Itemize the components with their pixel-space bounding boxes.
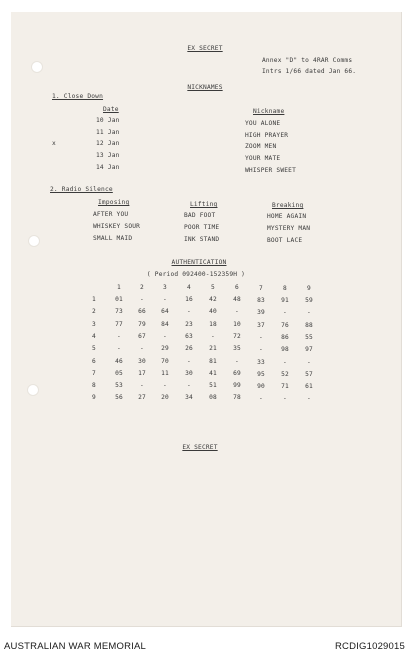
auth-cell: 95 — [257, 370, 265, 378]
auth-column-header: 7 — [259, 285, 263, 292]
close-down-nickname: WHISPER SWEET — [245, 167, 297, 174]
punch-hole-top — [31, 61, 43, 73]
auth-cell: 70 — [161, 357, 169, 365]
auth-cell: 61 — [305, 383, 313, 391]
auth-cell: 56 — [115, 394, 123, 402]
auth-cell: 71 — [281, 383, 289, 391]
auth-cell: 46 — [115, 357, 123, 365]
auth-cell: 35 — [233, 345, 241, 353]
auth-cell: 57 — [305, 370, 313, 378]
auth-cell: 23 — [185, 320, 193, 328]
auth-cell: 86 — [281, 333, 289, 341]
auth-cell: - — [117, 345, 121, 353]
date-header: Date — [103, 106, 119, 113]
auth-row-label: 5 — [92, 345, 96, 353]
punch-hole-bottom — [27, 384, 39, 396]
auth-column-header: 4 — [187, 284, 191, 291]
auth-cell: 78 — [233, 394, 241, 402]
auth-cell: - — [283, 358, 287, 366]
auth-cell: - — [307, 395, 311, 403]
imposing-item: SMALL MAID — [93, 235, 133, 242]
close-down-date: 14 Jan — [96, 164, 120, 171]
auth-cell: 11 — [161, 369, 169, 377]
auth-cell: 98 — [281, 346, 289, 354]
close-down-date: 13 Jan — [96, 152, 120, 159]
auth-cell: 05 — [115, 369, 123, 377]
margin-mark: x — [52, 140, 56, 147]
auth-column-header: 9 — [307, 285, 311, 292]
auth-cell: 26 — [185, 345, 193, 353]
lifting-item: BAD FOOT — [184, 212, 216, 219]
auth-row-label: 9 — [92, 394, 96, 402]
auth-cell: - — [211, 332, 215, 340]
auth-cell: - — [283, 395, 287, 403]
auth-cell: 64 — [161, 308, 169, 316]
auth-row-label: 7 — [92, 369, 96, 377]
auth-cell: 69 — [233, 369, 241, 377]
auth-cell: 39 — [257, 309, 265, 317]
auth-column-header: 6 — [235, 284, 239, 291]
auth-column-header: 2 — [140, 284, 144, 291]
auth-cell: 33 — [257, 358, 265, 366]
auth-cell: - — [140, 382, 144, 390]
auth-cell: - — [163, 296, 167, 303]
close-down-nickname: ZOOM MEN — [245, 143, 277, 150]
auth-cell: 77 — [115, 320, 123, 328]
auth-cell: 40 — [209, 308, 217, 316]
auth-cell: 30 — [185, 369, 193, 377]
auth-row-label: 2 — [92, 308, 96, 316]
radio-silence-title: 2. Radio Silence — [50, 186, 113, 193]
auth-column-header: 5 — [211, 284, 215, 291]
lifting-header: Lifting — [190, 201, 218, 208]
auth-cell: 01 — [115, 296, 123, 303]
close-down-date: 11 Jan — [96, 129, 120, 136]
auth-row-label: 4 — [92, 332, 96, 340]
punch-hole-middle — [28, 235, 40, 247]
nickname-header: Nickname — [253, 108, 285, 115]
auth-cell: 66 — [138, 308, 146, 316]
close-down-date: 10 Jan — [96, 117, 120, 124]
close-down-title: 1. Close Down — [52, 93, 104, 100]
auth-cell: 83 — [257, 297, 265, 304]
auth-cell: - — [235, 308, 239, 316]
auth-cell: 90 — [257, 383, 265, 391]
auth-cell: 08 — [209, 394, 217, 402]
annex-line-2: Intrs 1/66 dated Jan 66. — [262, 68, 357, 75]
auth-cell: - — [259, 333, 263, 341]
auth-cell: - — [259, 346, 263, 354]
auth-cell: 88 — [305, 321, 313, 329]
auth-cell: - — [140, 345, 144, 353]
auth-cell: 29 — [161, 345, 169, 353]
imposing-header: Imposing — [98, 199, 130, 206]
close-down-date: 12 Jan — [96, 140, 120, 147]
auth-cell: 59 — [305, 297, 313, 304]
auth-cell: 91 — [281, 297, 289, 304]
auth-cell: 20 — [161, 394, 169, 402]
breaking-item: HOME AGAIN — [267, 213, 307, 220]
auth-cell: 79 — [138, 320, 146, 328]
lifting-item: POOR TIME — [184, 224, 220, 231]
authentication-title: AUTHENTICATION — [171, 259, 227, 266]
auth-column-header: 8 — [283, 285, 287, 292]
auth-cell: - — [283, 309, 287, 317]
auth-cell: 73 — [115, 308, 123, 316]
auth-cell: 52 — [281, 370, 289, 378]
nicknames-title: NICKNAMES — [187, 84, 223, 91]
breaking-header: Breaking — [272, 202, 304, 209]
auth-row-label: 1 — [92, 296, 96, 303]
footer-right: RCDIG1029015 — [335, 641, 405, 652]
imposing-item: WHISKEY SOUR — [93, 223, 141, 230]
auth-cell: 99 — [233, 382, 241, 390]
auth-cell: 63 — [185, 332, 193, 340]
footer-left: AUSTRALIAN WAR MEMORIAL — [4, 641, 147, 652]
annex-line-1: Annex "D" to 4RAR Comms — [262, 57, 353, 64]
auth-cell: - — [307, 309, 311, 317]
auth-cell: 67 — [138, 332, 146, 340]
auth-cell: 37 — [257, 321, 265, 329]
auth-cell: - — [187, 382, 191, 390]
auth-cell: 48 — [233, 296, 241, 303]
auth-cell: - — [235, 357, 239, 365]
close-down-nickname: YOUR MATE — [245, 155, 281, 162]
auth-cell: 51 — [209, 382, 217, 390]
document-page — [11, 12, 402, 627]
auth-row-label: 6 — [92, 357, 96, 365]
auth-cell: 16 — [185, 296, 193, 303]
auth-row-label: 8 — [92, 382, 96, 390]
auth-cell: - — [140, 296, 144, 303]
auth-cell: 17 — [138, 369, 146, 377]
auth-cell: 81 — [209, 357, 217, 365]
auth-cell: 21 — [209, 345, 217, 353]
classification-bottom: EX SECRET — [182, 444, 218, 451]
auth-cell: 76 — [281, 321, 289, 329]
imposing-item: AFTER YOU — [93, 211, 129, 218]
auth-cell: 41 — [209, 369, 217, 377]
auth-column-header: 3 — [163, 284, 167, 291]
authentication-period: ( Period 092400-152359H ) — [146, 271, 246, 278]
auth-cell: 55 — [305, 333, 313, 341]
classification-top: EX SECRET — [187, 45, 223, 52]
auth-cell: 42 — [209, 296, 217, 303]
auth-cell: 34 — [185, 394, 193, 402]
auth-cell: 27 — [138, 394, 146, 402]
lifting-item: INK STAND — [184, 236, 220, 243]
close-down-nickname: HIGH PRAYER — [245, 132, 289, 139]
auth-column-header: 1 — [117, 284, 121, 291]
auth-cell: - — [187, 357, 191, 365]
auth-row-label: 3 — [92, 320, 96, 328]
auth-cell: 97 — [305, 346, 313, 354]
auth-cell: - — [307, 358, 311, 366]
auth-cell: 84 — [161, 320, 169, 328]
auth-cell: 10 — [233, 320, 241, 328]
auth-cell: - — [259, 395, 263, 403]
auth-cell: - — [117, 332, 121, 340]
auth-cell: 30 — [138, 357, 146, 365]
auth-cell: 53 — [115, 382, 123, 390]
close-down-nickname: YOU ALONE — [245, 120, 281, 127]
auth-cell: 72 — [233, 332, 241, 340]
auth-cell: - — [163, 332, 167, 340]
breaking-item: MYSTERY MAN — [267, 225, 311, 232]
auth-cell: - — [163, 382, 167, 390]
auth-cell: 18 — [209, 320, 217, 328]
auth-cell: - — [187, 308, 191, 316]
breaking-item: BOOT LACE — [267, 237, 303, 244]
